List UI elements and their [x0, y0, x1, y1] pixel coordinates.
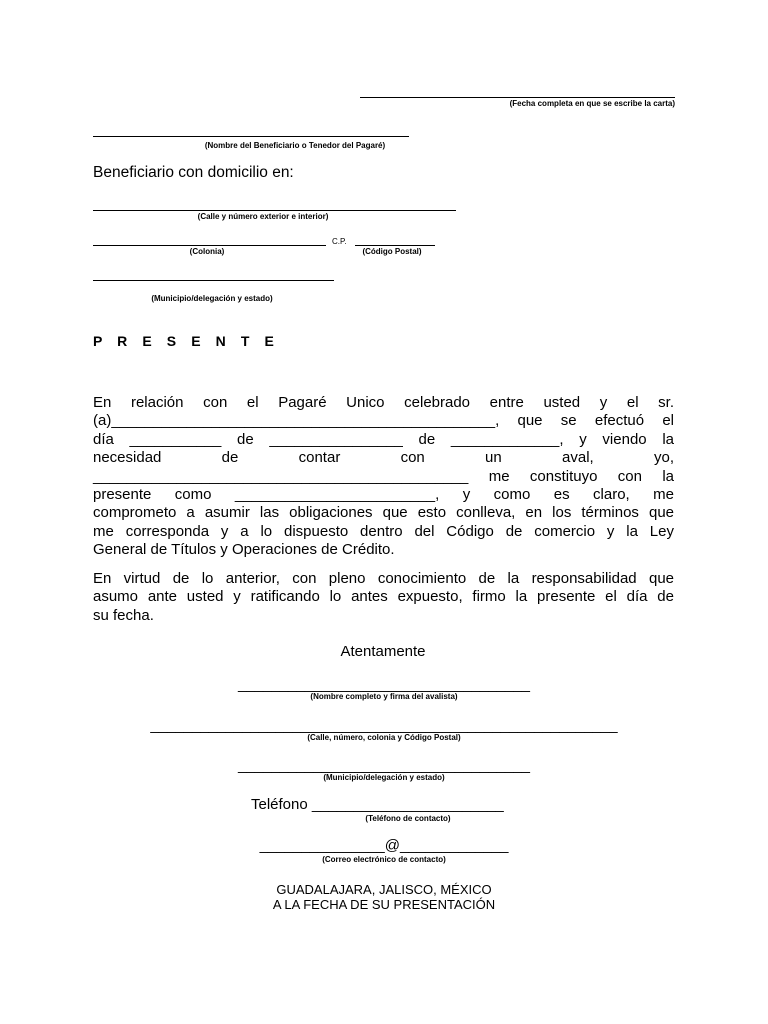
farewell: Atentamente: [340, 643, 426, 660]
address-line: ________________________________________________________: [150, 717, 618, 734]
place-line-1: GUADALAJARA, JALISCO, MÉXICO: [276, 882, 492, 897]
phone-line: _______________________: [311, 796, 504, 813]
paragraph-line: En relación con el Pagaré Unico celebrado entre usted y el sr.: [93, 394, 674, 411]
salutation: P R E S E N T E: [93, 333, 280, 349]
signature-name-caption: (Nombre completo y firma del avalista): [310, 692, 458, 701]
paragraph-line: En virtud de lo anterior, con pleno conocimiento de la responsabilidad que: [93, 570, 674, 587]
email-line: _______________@_____________: [259, 837, 509, 854]
closing-municipality-line: ___________________________________: [238, 757, 530, 774]
paragraph-line: (a)______________________________________________, que se efectuó el: [93, 412, 674, 430]
place-line-2: A LA FECHA DE SU PRESENTACIÓN: [272, 897, 496, 912]
closing-municipality-caption: (Municipio/delegación y estado): [323, 773, 445, 782]
date-line: [360, 97, 675, 98]
paragraph-line: comprometo a asumir las obligaciones que esto conlleva, en los términos que: [93, 504, 674, 522]
domicile-intro: Beneficiario con domicilio en:: [93, 164, 294, 181]
address-caption: (Calle, número, colonia y Código Postal): [307, 733, 461, 742]
phone-caption: (Teléfono de contacto): [365, 814, 451, 823]
paragraph-line: asumo ante usted y ratificando lo antes expuesto, firmo la presente el día de: [93, 588, 674, 606]
postal-line: [355, 245, 435, 246]
colony-line: [93, 245, 326, 246]
paragraph-line: presente como ________________________, y como es claro, me: [93, 486, 674, 504]
paragraph-line: necesidad de contar con un aval, yo,: [93, 449, 674, 467]
municipality-line: [93, 280, 334, 281]
date-caption: (Fecha completa en que se escribe la carta): [509, 99, 675, 108]
phone-label: Teléfono: [251, 796, 308, 813]
colony-caption: (Colonia): [189, 247, 225, 256]
paragraph-1: [93, 394, 674, 560]
municipality-caption: (Municipio/delegación y estado): [151, 294, 273, 303]
paragraph-line: su fecha.: [93, 606, 154, 624]
paragraph-line: me corresponda y a lo dispuesto dentro del Código de comercio y la Ley: [93, 522, 674, 540]
signature-name-line: ___________________________________: [238, 676, 530, 693]
street-line: [93, 210, 456, 211]
street-caption: (Calle y número exterior e interior): [197, 212, 329, 221]
email-caption: (Correo electrónico de contacto): [322, 855, 446, 864]
phone-row: [251, 796, 504, 813]
cp-label: C.P.: [332, 237, 347, 246]
paragraph-2: [93, 570, 674, 625]
recipient-name-caption: (Nombre del Beneficiario o Tenedor del Pagaré): [204, 141, 386, 150]
postal-caption: (Código Postal): [362, 247, 422, 256]
paragraph-line: General de Títulos y Operaciones de Crédito.: [93, 541, 395, 559]
paragraph-line: día ___________ de ________________ de _____________, y viendo la: [93, 430, 674, 448]
recipient-name-line: [93, 136, 409, 137]
paragraph-line: _____________________________________________ me constituyo con la: [93, 467, 674, 485]
